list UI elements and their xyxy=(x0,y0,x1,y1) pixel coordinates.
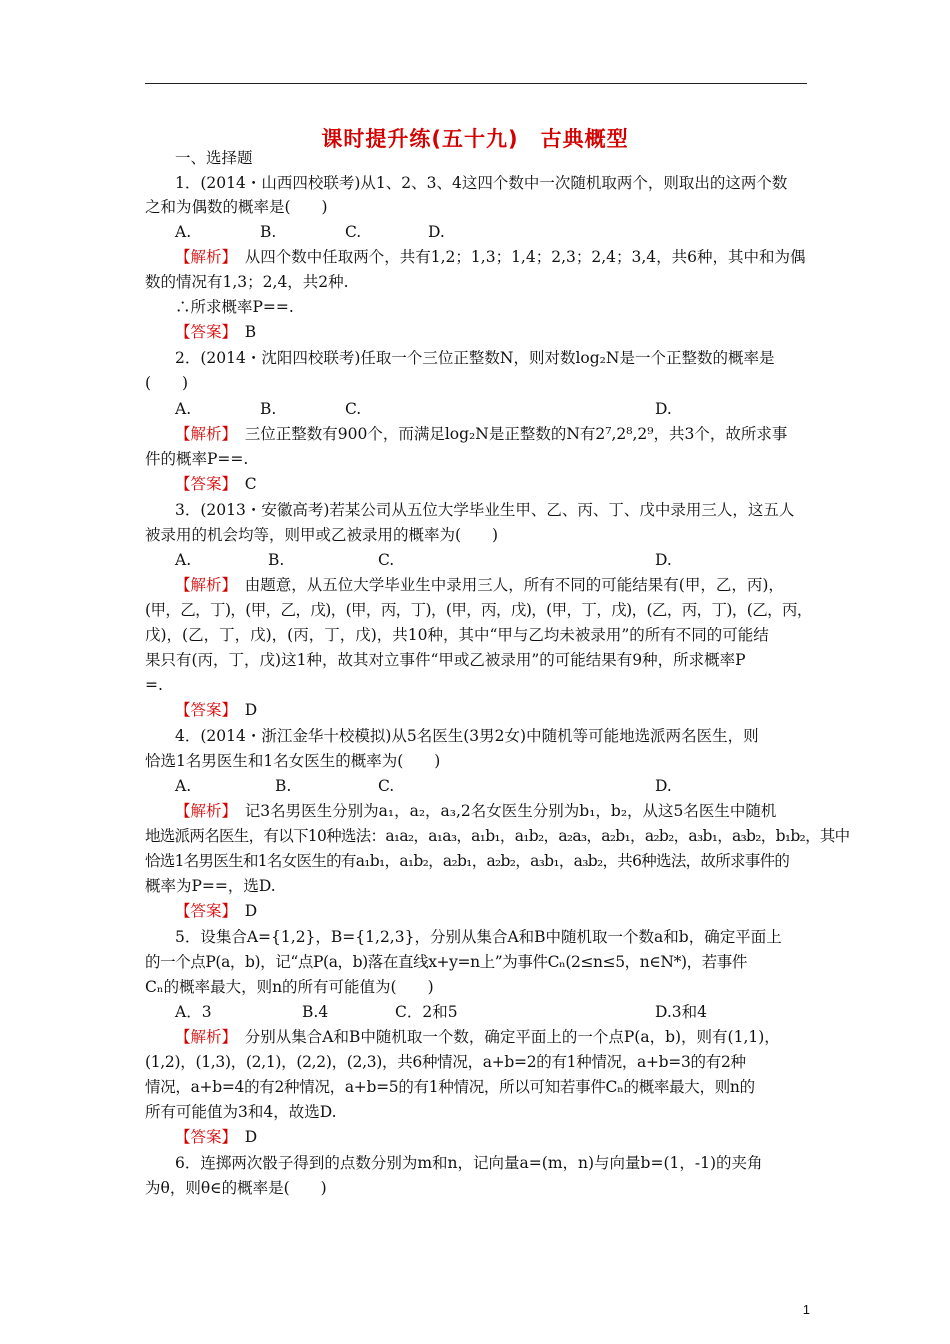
q1-solution-1: 【解析】 从四个数中任取两个，共有1,2；1,3；1,4；2,3；2,4；3,4，共6种，其中和为偶 xyxy=(175,248,806,266)
solution-tag: 【解析】 xyxy=(175,425,230,443)
q3-solution-4: 果只有(丙，丁，戊)这1种，故其对立事件“甲或乙被录用”的可能结果有9种，所求概率P xyxy=(145,651,746,669)
q3-option-b: B. xyxy=(268,551,285,569)
solution-tag: 【解析】 xyxy=(175,248,230,266)
answer-tag: 【答案】 xyxy=(175,475,230,493)
q5-answer: 【答案】 D xyxy=(175,1128,258,1146)
q1-option-b: B. xyxy=(260,223,277,241)
q4-solution-4: 概率为P==，选D. xyxy=(145,877,276,895)
section-heading: 一、选择题 xyxy=(175,149,253,167)
page-title: 课时提升练(五十九) 古典概型 xyxy=(321,127,629,151)
q5-solution-4: 所有可能值为3和4，故选D. xyxy=(145,1103,337,1121)
q5-option-d: D.3和4 xyxy=(655,1003,708,1021)
answer-tag: 【答案】 xyxy=(175,1128,230,1146)
q4-solution-2: 地选派两名医生，有以下10种选法：a₁a₂，a₁a₃，a₁b₁，a₁b₂，a₂a₃，a₂b₁，a₂b₂，a₃b₁，a₃b₂，b₁b₂，其中 xyxy=(145,827,850,845)
q4-option-d: D. xyxy=(655,777,672,795)
solution-tag: 【解析】 xyxy=(175,802,230,820)
q4-option-b: B. xyxy=(275,777,292,795)
solution-tag: 【解析】 xyxy=(175,1028,230,1046)
q4-option-c: C. xyxy=(378,777,395,795)
q1-solution-2: 数的情况有1,3；2,4，共2种. xyxy=(145,273,349,291)
q1-solution-3: ∴所求概率P==. xyxy=(175,298,294,316)
q1-option-a: A. xyxy=(175,223,192,241)
q3-option-c: C. xyxy=(378,551,395,569)
q1-answer: 【答案】 B xyxy=(175,323,257,341)
q3-answer: 【答案】 D xyxy=(175,701,258,719)
q2-option-a: A. xyxy=(175,400,192,418)
q3-stem-1: 3．(2013・安徽高考)若某公司从五位大学毕业生甲、乙、丙、丁、戊中录用三人，这五人 xyxy=(175,501,795,519)
q1-stem-1: 1．(2014・山西四校联考)从1、2、3、4这四个数中一次随机取两个，则取出的这两个数 xyxy=(175,174,788,192)
q1-stem-2: 之和为偶数的概率是( ) xyxy=(145,198,328,216)
q5-stem-1: 5．设集合A={1,2}，B={1,2,3}，分别从集合A和B中随机取一个数a和b，确定平面上 xyxy=(175,928,782,946)
q3-solution-5: =. xyxy=(145,676,163,694)
answer-tag: 【答案】 xyxy=(175,902,230,920)
q2-option-c: C. xyxy=(345,400,362,418)
q3-option-a: A. xyxy=(175,551,192,569)
q5-option-c: C．2和5 xyxy=(395,1003,458,1021)
q3-solution-1: 【解析】 由题意，从五位大学毕业生中录用三人，所有不同的可能结果有(甲，乙，丙)， xyxy=(175,576,784,594)
header-rule xyxy=(145,83,807,84)
solution-tag: 【解析】 xyxy=(175,576,230,594)
q5-solution-2: (1,2)，(1,3)，(2,1)，(2,2)，(2,3)，共6种情况，a+b=2的有1种情况，a+b=3的有2种 xyxy=(145,1053,746,1071)
q1-option-c: C. xyxy=(345,223,362,241)
q3-stem-2: 被录用的机会均等，则甲或乙被录用的概率为( ) xyxy=(145,526,499,544)
q4-stem-2: 恰选1名男医生和1名女医生的概率为( ) xyxy=(145,752,441,770)
q3-option-d: D. xyxy=(655,551,672,569)
q4-option-a: A. xyxy=(175,777,192,795)
q2-stem-1: 2．(2014・沈阳四校联考)任取一个三位正整数N，则对数log₂N是一个正整数的概率是 xyxy=(175,349,775,367)
q5-solution-3: 情况，a+b=4的有2种情况，a+b=5的有1种情况，所以可知若事件Cₙ的概率最大，则n的 xyxy=(145,1078,755,1096)
q4-answer: 【答案】 D xyxy=(175,902,258,920)
q2-option-b: B. xyxy=(260,400,277,418)
q4-stem-1: 4．(2014・浙江金华十校模拟)从5名医生(3男2女)中随机等可能地选派两名医生，则 xyxy=(175,727,759,745)
q5-solution-1: 【解析】 分别从集合A和B中随机取一个数，确定平面上的一个点P(a，b)，则有(1,1)， xyxy=(175,1028,780,1046)
q4-solution-1: 【解析】 记3名男医生分别为a₁，a₂，a₃,2名女医生分别为b₁，b₂，从这5名医生中随机 xyxy=(175,802,777,820)
q5-option-b: B.4 xyxy=(302,1003,329,1021)
q5-stem-2: 的一个点P(a，b)，记“点P(a，b)落在直线x+y=n上”为事件Cₙ(2≤n≤5，n∈N*)，若事件 xyxy=(145,953,747,971)
q2-solution-1: 【解析】 三位正整数有900个，而满足log₂N是正整数的N有2⁷,2⁸,2⁹，共3个，故所求事 xyxy=(175,425,788,443)
q5-stem-3: Cₙ的概率最大，则n的所有可能值为( ) xyxy=(145,978,434,996)
q4-solution-3: 恰选1名男医生和1名女医生的有a₁b₁，a₁b₂，a₂b₁，a₂b₂，a₃b₁，a₃b₂，共6种选法，故所求事件的 xyxy=(145,852,790,870)
q5-option-a: A．3 xyxy=(175,1003,212,1021)
q2-stem-2: ( ) xyxy=(145,374,189,392)
answer-tag: 【答案】 xyxy=(175,323,230,341)
q2-option-d: D. xyxy=(655,400,672,418)
q6-stem-2: 为θ，则θ∈的概率是( ) xyxy=(145,1179,327,1197)
q3-solution-2: (甲，乙，丁)，(甲，乙，戊)，(甲，丙，丁)，(甲，丙，戊)，(甲，丁，戊)，(乙，丙，丁)，(乙，丙， xyxy=(145,601,812,619)
q1-option-d: D. xyxy=(428,223,445,241)
q2-answer: 【答案】 C xyxy=(175,475,257,493)
page-number: 1 xyxy=(802,1302,810,1317)
answer-tag: 【答案】 xyxy=(175,701,230,719)
q2-solution-2: 件的概率P==. xyxy=(145,450,249,468)
q3-solution-3: 戊)，(乙，丁，戊)，(丙，丁，戊)，共10种，其中“甲与乙均未被录用”的所有不同的可能结 xyxy=(145,626,769,644)
q6-stem-1: 6．连掷两次骰子得到的点数分别为m和n，记向量a=(m，n)与向量b=(1，-1)的夹角 xyxy=(175,1154,763,1172)
